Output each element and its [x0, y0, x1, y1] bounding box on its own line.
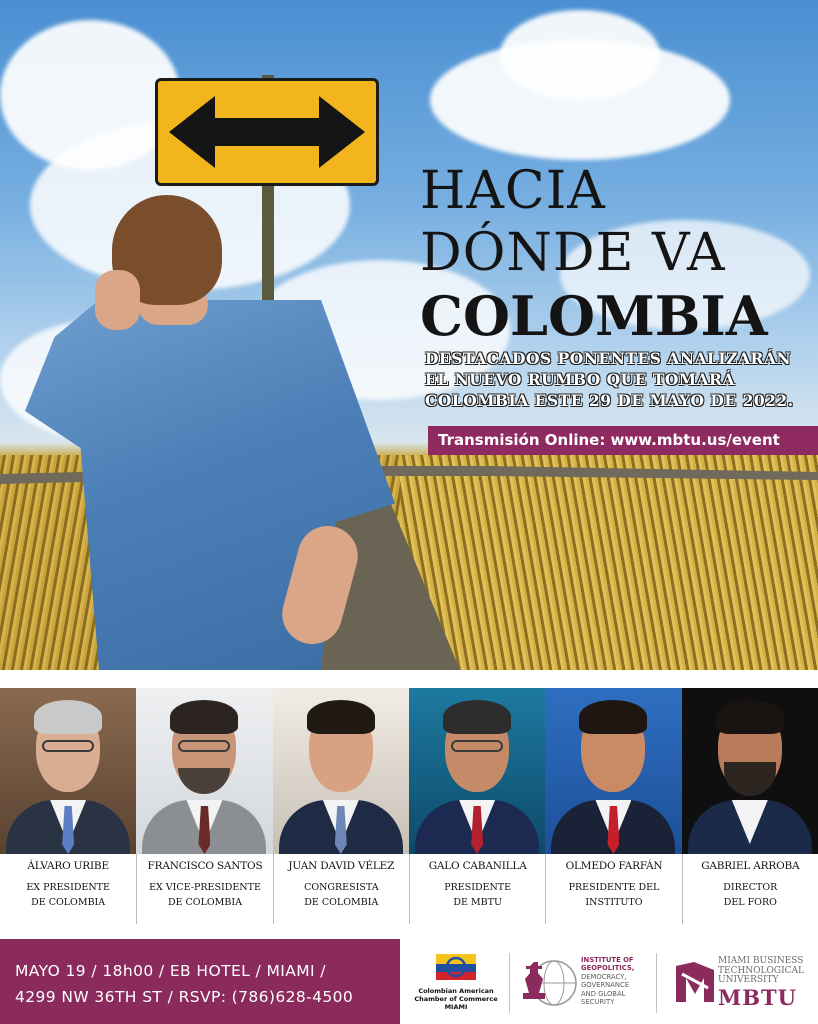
speaker-role: EX PRESIDENTE DE COLOMBIA	[26, 882, 110, 908]
speaker-card	[545, 688, 681, 924]
speaker-name: OLMEDO FARFÁN	[565, 860, 663, 872]
subhead-line-3: COLOMBIA ESTE 29 DE MAYO DE 2022.	[425, 391, 794, 410]
institute-line-1: INSTITUTE OF	[581, 956, 634, 964]
speaker-photo	[682, 688, 818, 854]
institute-line-6: SECURITY	[581, 998, 615, 1007]
speaker-photo	[0, 688, 136, 854]
speaker-info	[409, 854, 545, 924]
institute-text	[581, 956, 651, 1006]
speaker-photo	[545, 688, 681, 854]
beard	[724, 762, 776, 796]
speaker-card	[0, 688, 136, 924]
mbtu-emblem-icon	[674, 960, 716, 1004]
institute-line-5: AND GLOBAL	[581, 989, 626, 998]
hair	[34, 700, 102, 734]
subhead-line-2: EL NUEVO RUMBO QUE TOMARÁ	[425, 370, 735, 389]
road-sign	[155, 78, 379, 186]
man-at-crossroads	[20, 195, 410, 670]
chamber-line-1: Colombian American	[418, 987, 494, 995]
mbtu-name	[718, 957, 818, 986]
speaker-info	[682, 854, 818, 924]
glasses	[42, 740, 94, 752]
speaker-role: DIRECTOR DEL FORO	[723, 882, 778, 908]
speaker-info	[0, 854, 136, 924]
headline	[420, 160, 810, 348]
subheadline	[425, 348, 815, 411]
divider	[656, 953, 657, 1013]
speaker-card	[273, 688, 409, 924]
institute-line-4: GOVERNANCE	[581, 981, 630, 990]
event-details	[0, 939, 400, 1024]
speakers-row	[0, 688, 818, 924]
institute-logo	[518, 952, 648, 1017]
speaker-name: GALO CABANILLA	[428, 860, 527, 872]
event-line-1: MAYO 19 / 18h00 / EB HOTEL / MIAMI /	[15, 962, 326, 980]
hair	[579, 700, 647, 734]
online-stream-banner[interactable]: Transmisión Online: www.mbtu.us/event	[428, 426, 818, 455]
wheat-field-right	[400, 455, 818, 670]
chamber-emblem-icon	[436, 954, 476, 984]
speaker-info	[545, 854, 681, 924]
mbtu-logo	[672, 952, 818, 1017]
event-line-2: 4299 NW 36TH ST / RSVP: (786)628-4500	[15, 988, 354, 1006]
hair	[170, 700, 238, 734]
speaker-card	[409, 688, 545, 924]
chamber-line-3: MIAMI	[444, 1003, 468, 1011]
subhead-line-1: DESTACADOS PONENTES ANALIZARÁN	[425, 349, 792, 368]
chamber-of-commerce-logo	[410, 952, 502, 1017]
speaker-name: ÁLVARO URIBE	[27, 860, 109, 872]
hair	[307, 700, 375, 734]
divider	[509, 953, 510, 1013]
headline-line-2: DÓNDE VA	[420, 223, 726, 283]
speaker-role: EX VICE-PRESIDENTE DE COLOMBIA	[149, 882, 261, 908]
headline-line-1: HACIA	[420, 161, 606, 221]
cloud	[500, 10, 660, 100]
mbtu-line-1: MIAMI BUSINESS	[718, 956, 804, 966]
speaker-name: JUAN DAVID VÉLEZ	[288, 860, 395, 872]
institute-line-2: GEOPOLITICS,	[581, 964, 635, 973]
speaker-name: FRANCISCO SANTOS	[147, 860, 263, 872]
mbtu-acronym: MBTU	[718, 985, 797, 1010]
headline-line-3: COLOMBIA	[420, 284, 768, 348]
double-arrow-icon	[169, 92, 365, 172]
speaker-card	[136, 688, 272, 924]
speaker-photo	[409, 688, 545, 854]
speaker-name: GABRIEL ARROBA	[701, 860, 800, 872]
speaker-photo	[136, 688, 272, 854]
hair	[443, 700, 511, 734]
glasses	[178, 740, 230, 752]
hand	[95, 270, 140, 330]
mbtu-line-3: UNIVERSITY	[718, 975, 779, 985]
speaker-photo	[273, 688, 409, 854]
hair	[716, 700, 784, 734]
beard	[178, 768, 230, 794]
speaker-role: PRESIDENTE DEL INSTITUTO	[568, 882, 660, 908]
speaker-role: PRESIDENTE DE MBTU	[444, 882, 512, 908]
chess-king-globe-icon	[520, 954, 578, 1012]
speaker-role: CONGRESISTA DE COLOMBIA	[304, 882, 379, 908]
speaker-card	[682, 688, 818, 924]
glasses	[451, 740, 503, 752]
speaker-info	[273, 854, 409, 924]
speaker-info	[136, 854, 272, 924]
institute-line-3: DEMOCRACY,	[581, 972, 627, 981]
chamber-line-2: Chamber of Commerce	[414, 995, 498, 1003]
mbtu-line-2: TECHNOLOGICAL	[718, 965, 805, 976]
